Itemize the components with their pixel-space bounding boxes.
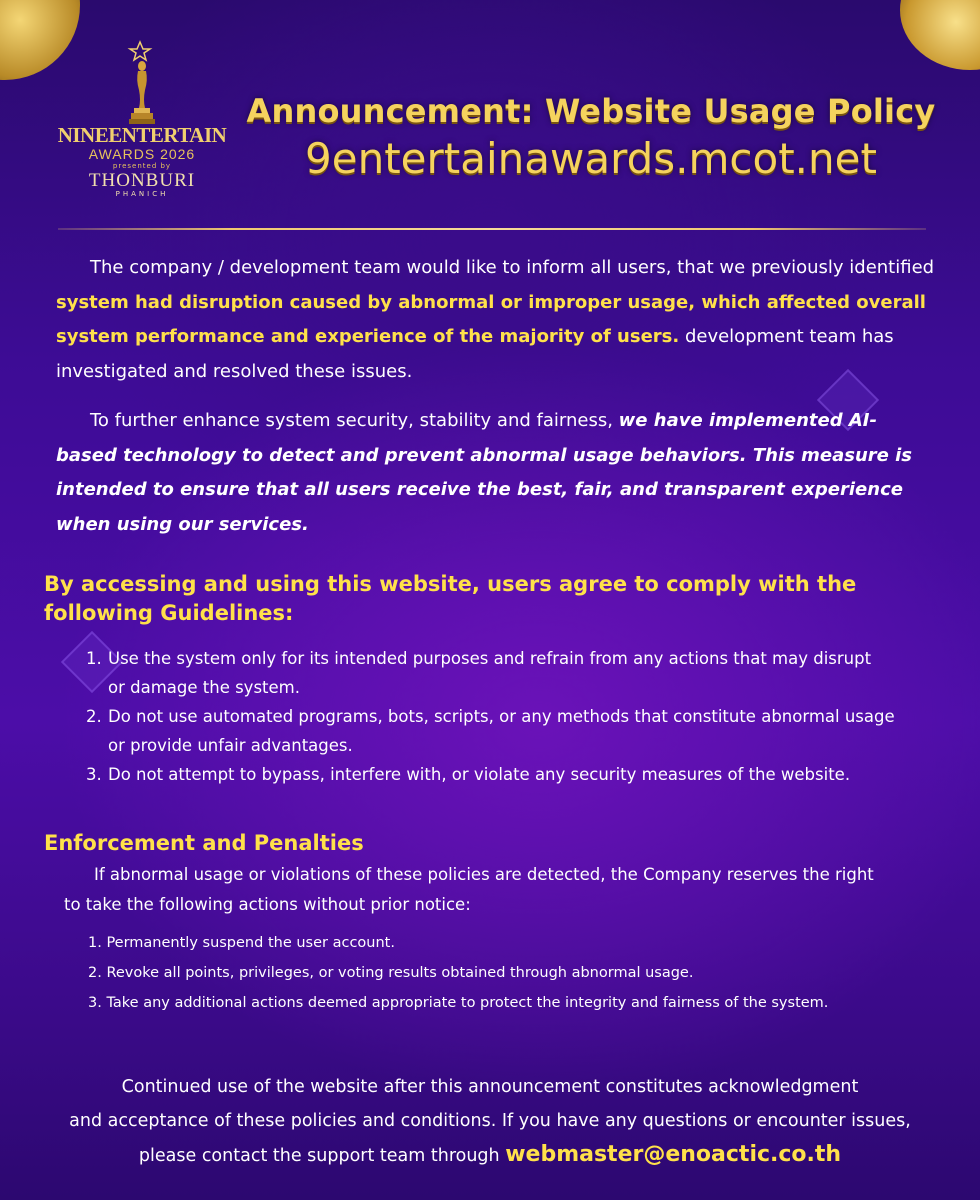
- list-item: [86, 760, 916, 789]
- intro-paragraph-2: [56, 404, 936, 542]
- list-item: [86, 644, 916, 702]
- guidelines-heading: By accessing and using this website, users agree to comply with the following Guidelines:: [44, 572, 857, 625]
- penalties-list: [88, 928, 928, 1018]
- list-item-number: 1.: [86, 649, 102, 668]
- site-domain: 9entertainawards.mcot.net: [305, 134, 877, 183]
- gold-divider: [58, 228, 926, 230]
- list-item-text: Use the system only for its intended purposes and refrain from any actions that may disrupt: [108, 649, 872, 668]
- list-item: 3. Take any additional actions deemed appropriate to protect the integrity and fairness of the system.: [88, 995, 829, 1011]
- intro-p1-start: The company / development team would like to inform all users, that we previously identified: [90, 257, 935, 278]
- list-item-text: Do not use automated programs, bots, scripts, or any methods that constitute abnormal usage: [108, 707, 895, 726]
- list-item-continuation: or provide unfair advantages.: [108, 736, 353, 755]
- footer-line-3: please contact the support team through: [138, 1146, 500, 1166]
- list-item-number: 2.: [86, 707, 102, 726]
- logo-presented-by: presented by: [112, 162, 172, 170]
- enforcement-heading: Enforcement and Penalties: [44, 831, 364, 855]
- header: [246, 92, 936, 183]
- event-logo: [52, 40, 232, 210]
- footer-notice: [30, 1070, 950, 1173]
- sponsor-name: THONBURI: [88, 170, 196, 191]
- support-email-link[interactable]: webmaster@enoactic.co.th: [505, 1142, 842, 1167]
- list-item-text: Do not attempt to bypass, interfere with, or violate any security measures of the website.: [108, 765, 851, 784]
- list-item: 2. Revoke all points, privileges, or voting results obtained through abnormal usage.: [88, 965, 694, 981]
- logo-awards: AWARDS 2026: [88, 146, 196, 162]
- list-item: [86, 702, 916, 760]
- list-item: 1. Permanently suspend the user account.: [88, 935, 395, 951]
- enforcement-intro: [64, 860, 934, 920]
- intro-p1-highlight: system had disruption caused by abnormal or improper usage, which affected overall system performance and experience of the majority of users.: [56, 291, 926, 347]
- guidelines-list: [86, 644, 916, 789]
- logo-name: NINEENTERTAIN: [57, 123, 227, 147]
- intro-p1-end: development team has investigated and resolved these issues.: [56, 326, 894, 382]
- intro-p2-start: To further enhance system security, stability and fairness,: [90, 410, 613, 431]
- trophy-icon: [112, 40, 172, 126]
- enforcement-intro-line-2: to take the following actions without prior notice:: [64, 895, 471, 914]
- gold-corner-ornament-right: [900, 0, 980, 70]
- intro-p2-emphasis: we have implemented AI-based technology to detect and prevent abnormal usage behaviors. This measure is intended to ensure that all users receive the best, fair, and transparent experience when using our services.: [56, 410, 912, 535]
- page-title: Announcement: Website Usage Policy: [246, 92, 936, 130]
- enforcement-intro-line-1: If abnormal usage or violations of these policies are detected, the Company reserves the right: [94, 865, 874, 884]
- intro-paragraph-1: [56, 251, 936, 389]
- footer-line-2: and acceptance of these policies and conditions. If you have any questions or encounter issues,: [69, 1111, 911, 1131]
- list-item-number: 3.: [86, 765, 102, 784]
- list-item-continuation: or damage the system.: [108, 678, 300, 697]
- footer-line-1: Continued use of the website after this announcement constitutes acknowledgment: [121, 1077, 859, 1097]
- sponsor-subname: PHANICH: [115, 190, 169, 198]
